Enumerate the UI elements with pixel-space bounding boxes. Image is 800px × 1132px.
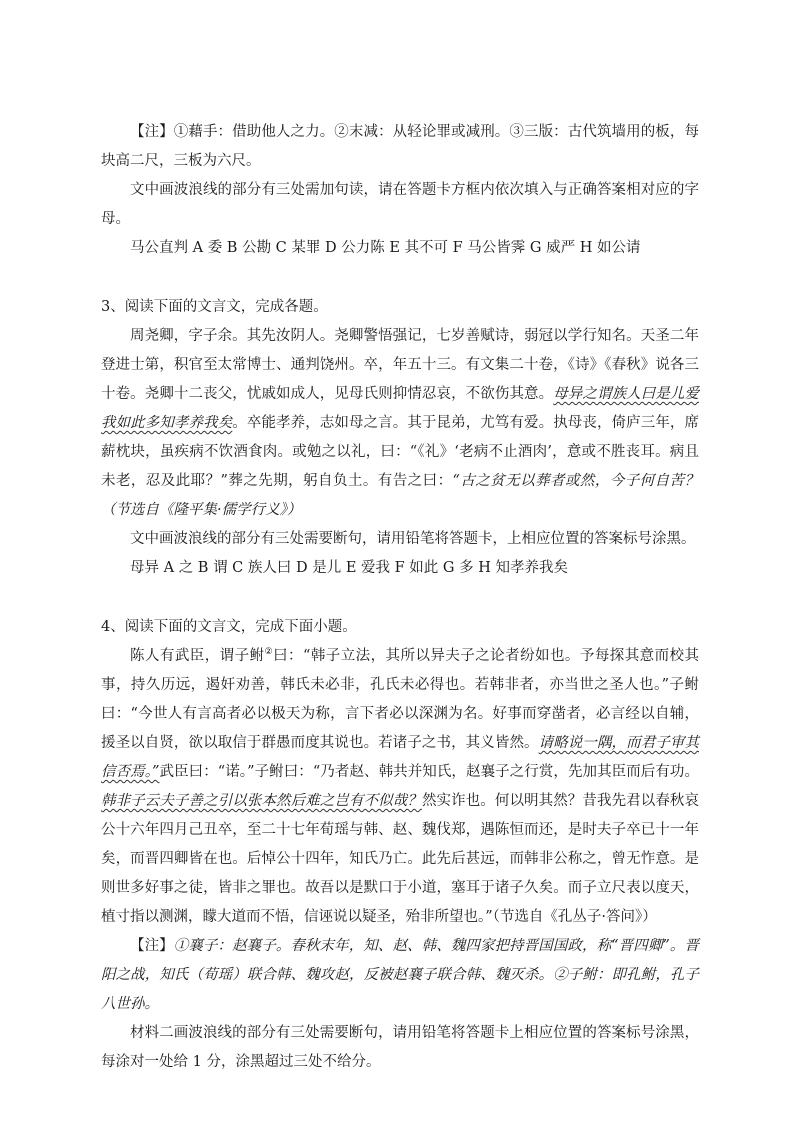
q4-wavy-text-1: 请略说一隅，而君子审其信否焉。” [101, 735, 699, 780]
q3-options: 母异 A 之 B 谓 C 族人曰 D 是儿 E 爱我 F 如此 G 多 H 知孝养我矣 [130, 560, 568, 576]
q4-instruction: 材料二画波浪线的部分有三处需要断句，请用铅笔将答题卡上相应位置的答案标号涂黑，每涂对一处给 1 分，涂黑超过三处不给分。 [101, 1025, 699, 1070]
section-gap [101, 263, 699, 293]
q3-passage [101, 322, 699, 525]
q4-title: 4、阅读下面的文言文，完成下面小题。 [101, 619, 357, 635]
q3-wavy-text: 母异之谓族人曰是儿爱我如此多知孝养我矣 [101, 386, 700, 431]
q3-passage-part2: 。卒能孝养，志如母之言。其于昆弟，尤笃有爱。执母丧，倚庐三年，席薪枕块，虽疾病不饮酒食肉。或勉之以礼，曰：“《礼》‘老病不止酒肉’，意或不胜丧耳。病且未老，忍及此耶？”葬之先期，躬自负土。有告之曰： [101, 415, 700, 489]
q4-source: （节选自《孔丛子·答问》） [492, 909, 657, 925]
q4-passage-part3: 武臣曰：“诺。”子鲋曰：“乃者赵、韩共并知氏，赵襄子之行赏，先加其臣而后有功。 [159, 764, 699, 780]
q3-passage-part1: 周尧卿，字子余。其先汝阴人。尧卿警悟强记，七岁善赋诗，弱冠以学行知名。天圣二年登进士第，积官至太常博士、通判饶州。卒，年五十三。有文集二十卷，《诗》《春秋》说各三十卷。尧卿十二丧父，忧戚如成人，见母氏则抑情忍哀，不欲伤其意。 [101, 328, 699, 402]
q4-passage-part1: 陈人有武臣，谓子鲋 [130, 648, 265, 664]
q3-title: 3、阅读下面的文言文，完成各题。 [101, 299, 328, 315]
q4-passage-part4: 然实诈也。何以明其然？昔我先君以春秋哀公十六年四月己丑卒，至二十七年荀瑶与韩、赵、魏伐郑，遇陈恒而还，是时夫子卒已十一年矣，而晋四卿皆在也。后悼公十四年，知氏乃亡。此先后甚远，而韩非公称之，曾无怍意。是则世多好事之徒，皆非之罪也。故吾以是默口于小道，塞耳于诸子久矣。而子立尺表以度天，植寸指以测渊，矇大道而不悟，信诬说以疑圣，殆非所望也。” [101, 793, 700, 925]
section-gap [101, 583, 699, 613]
q4-note [101, 932, 699, 1019]
q4-footnote-mark: ② [264, 647, 274, 658]
q2-instruction: 文中画波浪线的部分有三处需加句读，请在答题卡方框内依次填入与正确答案相对应的字母。 [101, 182, 699, 227]
q2-note: 【注】①藉手：借助他人之力。②末减：从轻论罪或减刑。③三版：古代筑墙用的板，每块高二尺，三板为六尺。 [101, 124, 699, 169]
q3-passage-part3: “古之贫无以葬者或然，今子何自苦？（节选自《隆平集·儒学行义》） [101, 473, 699, 518]
q4-passage [101, 642, 699, 932]
q4-passage-part2: 曰：“韩子立法，其所以异夫子之论者纷如也。予每探其意而校其事，持久历远，遏奸劝善，韩氏未必非，孔氏未必得也。若韩非者，亦当世之圣人也。”子鲋曰：“今世人有言高者必以极天为称，言下者必以深渊为名。好事而穿凿者，必言经以自辅，援圣以自贤，欲以取信于群愚而度其说也。若诸子之书，其义皆然。 [101, 648, 699, 751]
q4-note-label: 【注】 [130, 938, 174, 954]
document-body [101, 118, 699, 1077]
q4-note-text: ①襄子：赵襄子。春秋末年，知、赵、韩、魏四家把持晋国国政，称“晋四卿”。晋阳之战，知氏（荀瑶）联合韩、魏攻赵，反被赵襄子联合韩、魏灭杀。②子鲋：即孔鲋，孔子八世孙。 [101, 938, 700, 1012]
q2-options: 马公直判 A 委 B 公勘 C 某罪 D 公力陈 E 其不可 F 马公皆霁 G 威严 H 如公请 [130, 240, 641, 256]
q4-wavy-text-2: 韩非子云夫子善之引以张本然后难之岂有不似哉？ [101, 793, 422, 809]
q3-instruction: 文中画波浪线的部分有三处需要断句，请用铅笔将答题卡，上相应位置的答案标号涂黑。 [130, 531, 696, 547]
